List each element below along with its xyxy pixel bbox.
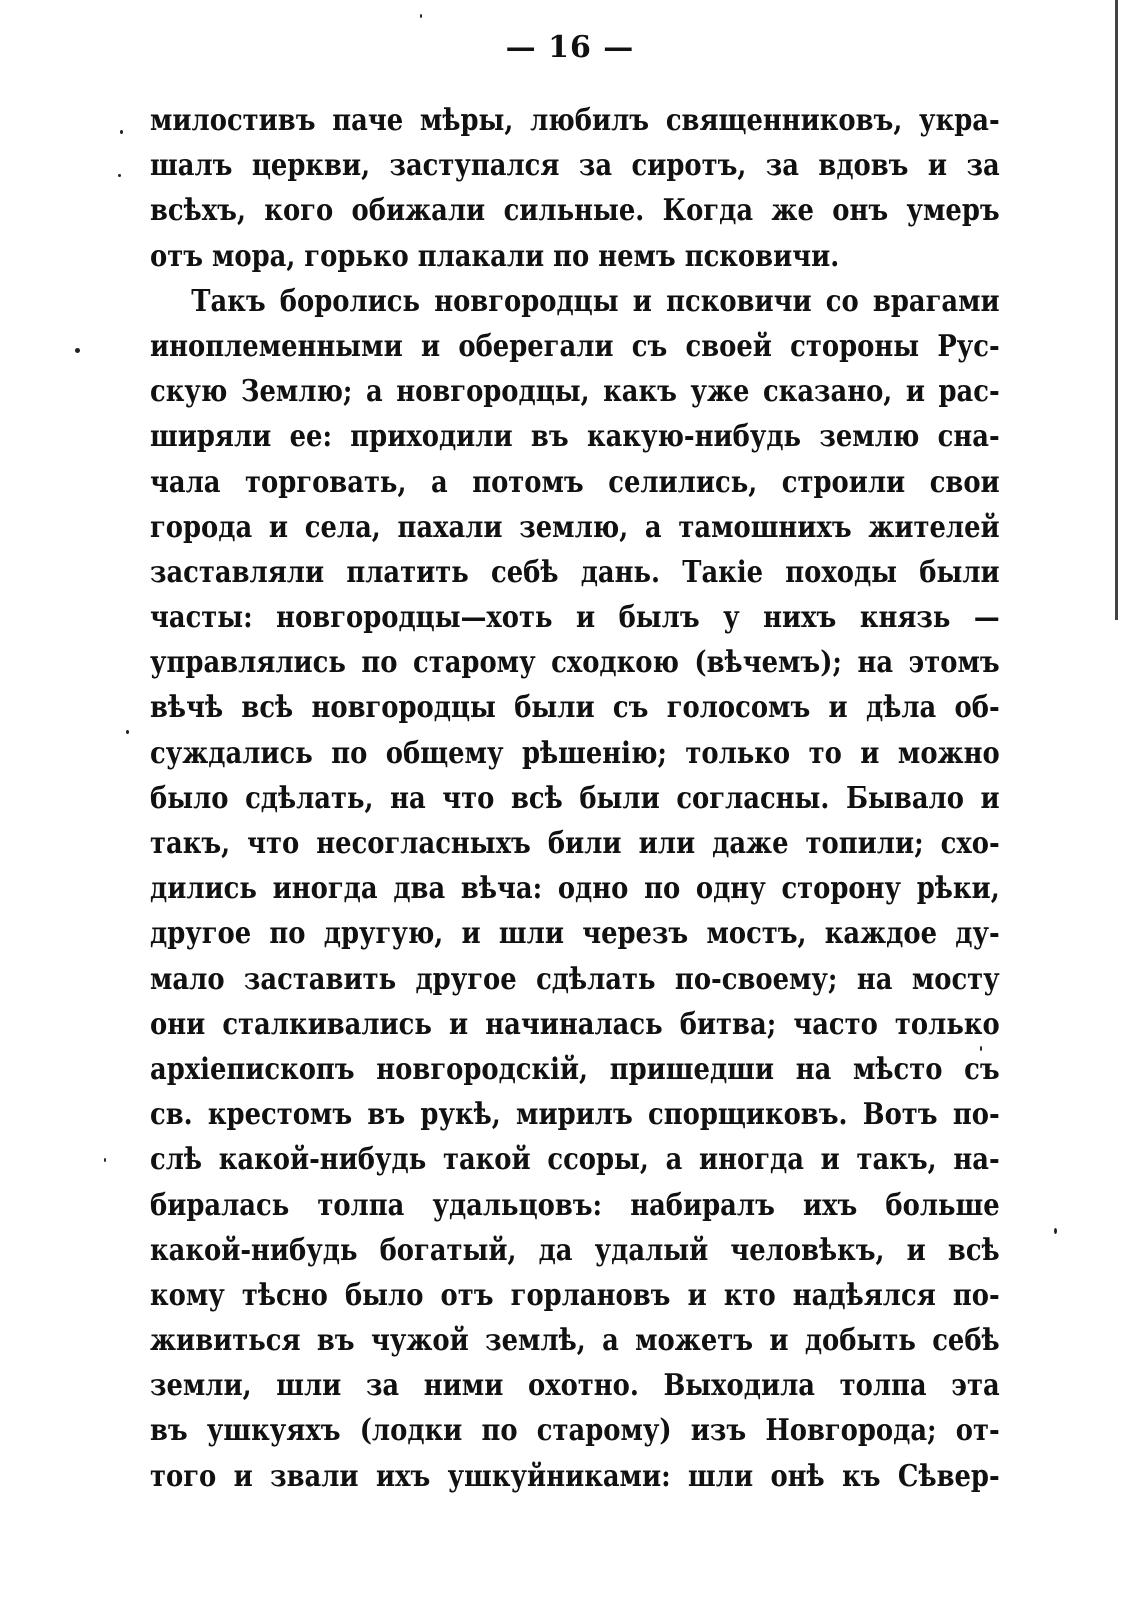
text-line: земли, шли за ними охотно. Выходила толпа эта: [150, 1368, 1000, 1404]
text-line: милостивъ паче мѣры, любилъ священниковъ, укра-: [150, 103, 1000, 138]
text-line: ширяли ее: приходили въ какую-нибудь землю сна-: [150, 419, 1000, 455]
scan-speck: [980, 1046, 982, 1051]
scan-speck: [104, 1158, 106, 1162]
page-number: — 16 —: [505, 30, 635, 65]
text-line: живиться въ чужой землѣ, а можетъ и добыть себѣ: [150, 1323, 1000, 1359]
text-line: св. крестомъ въ рукѣ, мирилъ спорщиковъ. Вотъ по-: [150, 1097, 1000, 1133]
scan-speck: [126, 730, 129, 734]
text-line: иноплеменными и оберегали съ своей стороны Рус-: [150, 328, 1000, 364]
body-text: [150, 98, 1000, 1499]
scan-speck: [1054, 1228, 1057, 1234]
text-line: дились иногда два вѣча: одно по одну сторону рѣки,: [150, 871, 1000, 907]
text-line: часты: новгородцы—хоть и былъ у нихъ князь —: [150, 600, 1000, 636]
scan-speck: [75, 348, 80, 353]
text-line: заставляли платить себѣ дань. Такіе походы были: [150, 554, 1000, 590]
text-line: въ ушкуяхъ (лодки по старому) изъ Новгорода; от-: [150, 1413, 1000, 1449]
text-line: архіепископъ новгородскій, пришедши на мѣсто съ: [150, 1051, 1000, 1087]
text-line: шалъ церкви, заступался за сиротъ, за вдовъ и за: [150, 148, 1000, 184]
text-line: они сталкивались и начиналась битва; часто только: [150, 1006, 1000, 1042]
text-line: биралась толпа удальцовъ: набиралъ ихъ больше: [150, 1187, 1000, 1223]
paragraph-start-line: Такъ боролись новгородцы и псковичи со врагами: [191, 283, 1000, 319]
text-line: управлялись по старому сходкою (вѣчемъ); на этомъ: [150, 645, 1000, 681]
text-line: скую Землю; а новгородцы, какъ уже сказано, и рас-: [150, 374, 1000, 410]
text-line: какой-нибудь богатый, да удалый человѣкъ, и всѣ: [150, 1232, 1000, 1268]
scan-edge-shadow: [1115, 0, 1118, 620]
scan-speck: [120, 130, 123, 134]
text-line: вѣчѣ всѣ новгородцы были съ голосомъ и дѣла об-: [150, 690, 1000, 726]
text-line: чала торговать, а потомъ селились, строили свои: [150, 464, 1000, 500]
text-line: отъ мора, горько плакали по немъ псковичи.: [150, 238, 840, 274]
text-line: мало заставить другое сдѣлать по-своему; на мосту: [150, 961, 1000, 997]
scan-speck: [420, 14, 422, 18]
text-line: города и села, пахали землю, а тамошнихъ жителей: [150, 509, 1000, 545]
text-line: всѣхъ, кого обижали сильные. Когда же онъ умеръ: [150, 193, 1000, 229]
text-line: кому тѣсно было отъ горлановъ и кто надѣялся по-: [150, 1277, 1000, 1313]
text-line: было сдѣлать, на что всѣ были согласны. Бывало и: [150, 780, 1000, 816]
text-line: того и звали ихъ ушкуйниками: шли онѣ къ Сѣвер-: [150, 1458, 1000, 1494]
text-line: суждались по общему рѣшенію; только то и можно: [150, 735, 1000, 771]
text-line: слѣ какой-нибудь такой ссоры, а иногда и такъ, на-: [150, 1142, 1000, 1178]
scan-speck: [118, 174, 121, 177]
text-line: другое по другую, и шли черезъ мостъ, каждое ду-: [150, 916, 1000, 952]
text-line: такъ, что несогласныхъ били или даже топили; схо-: [150, 826, 1000, 861]
